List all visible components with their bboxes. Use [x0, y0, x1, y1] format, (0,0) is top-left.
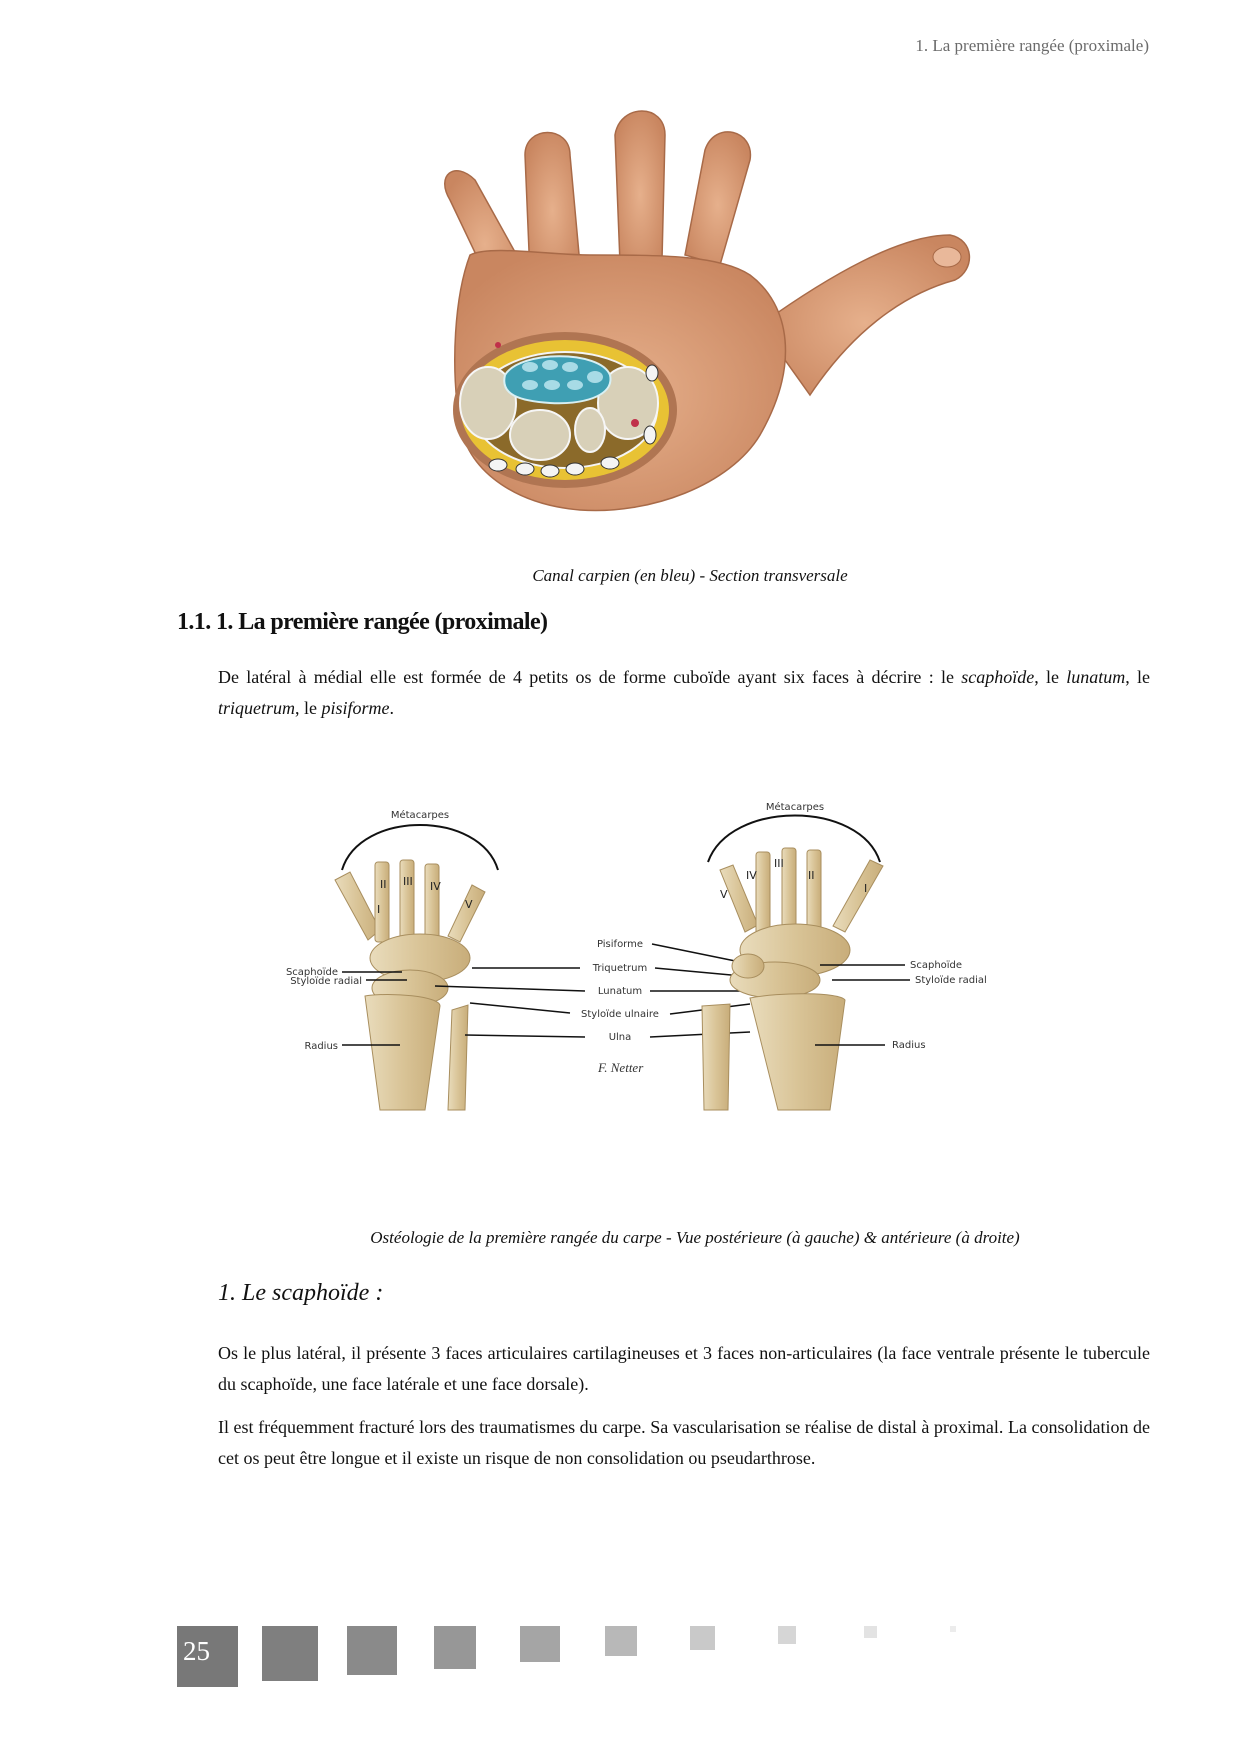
label-pisiforme: Pisiforme — [596, 939, 644, 950]
separator: , le — [1034, 667, 1067, 687]
intro-paragraph — [218, 662, 1150, 724]
label-ulna: Ulna — [608, 1032, 632, 1043]
metacarpal-label: III — [774, 857, 784, 870]
label-styloide-ulnaire: Styloïde ulnaire — [581, 1009, 659, 1020]
decorative-square — [262, 1626, 318, 1681]
decorative-square — [605, 1626, 637, 1656]
decorative-square — [434, 1626, 476, 1669]
running-header: 1. La première rangée (proximale) — [915, 36, 1149, 55]
metacarpal-label: V — [465, 898, 473, 911]
label-metacarpes-right: Métacarpes — [765, 802, 825, 813]
page-number-box: 25 — [177, 1626, 238, 1687]
label-styloide-radial-right: Styloïde radial — [915, 975, 987, 986]
metacarpal-label: IV — [430, 880, 441, 893]
label-lunatum: Lunatum — [597, 986, 643, 997]
label-radius-right: Radius — [892, 1040, 926, 1051]
decorative-square — [520, 1626, 560, 1662]
label-styloide-radial-left: Styloïde radial — [290, 976, 362, 987]
metacarpal-label: III — [403, 875, 413, 888]
label-scaphoide-left: Scaphoïde — [285, 967, 338, 978]
decorative-square — [690, 1626, 715, 1650]
metacarpal-label: I — [377, 903, 381, 916]
hand-cross-section-figure — [430, 105, 975, 535]
label-triquetrum: Triquetrum — [592, 963, 648, 974]
section-heading: 1.1. 1. La première rangée (proximale) — [177, 609, 548, 635]
carpal-bones-illustration — [280, 800, 1100, 1120]
metacarpal-label: V — [720, 888, 728, 901]
carpal-bones-figure — [280, 800, 1100, 1120]
intro-text: De latéral à médial elle est formée de 4 petits os de forme cuboïde ayant six faces à décrire : le — [218, 667, 962, 687]
hand-illustration — [430, 105, 975, 535]
paragraph-scaphoide-1: Os le plus latéral, il présente 3 faces articulaires cartilagineuses et 3 faces non-articulaires (la face ventrale présente le tubercule du scaphoïde, une face latérale et une face dorsale). — [218, 1343, 1150, 1394]
separator: , le — [1125, 667, 1150, 687]
label-metacarpes-left: Métacarpes — [390, 810, 450, 821]
bone-term-lunatum: lunatum — [1066, 667, 1126, 687]
period: . — [389, 698, 395, 718]
bone-term-scaphoide: scaphoïde — [961, 667, 1035, 687]
bone-term-pisiforme: pisiforme — [321, 698, 390, 718]
paragraph-scaphoide-2: Il est fréquemment fracturé lors des traumatismes du carpe. Sa vascularisation se réalise de distal à proximal. La consolidation de cet os peut être longue et il existe un risque de non consolidation ou pseudarthrose. — [218, 1417, 1150, 1468]
label-scaphoide-right: Scaphoïde — [910, 960, 963, 971]
decorative-square — [347, 1626, 397, 1675]
decorative-square — [778, 1626, 796, 1644]
figure-caption-bones: Ostéologie de la première rangée du carpe - Vue postérieure (à gauche) & antérieure (à droite) — [370, 1228, 1020, 1247]
figure-caption-hand: Canal carpien (en bleu) - Section transversale — [532, 566, 848, 585]
subsection-heading: 1. Le scaphoïde : — [218, 1280, 384, 1306]
metacarpal-label: I — [864, 882, 868, 895]
label-radius-left: Radius — [304, 1041, 338, 1052]
decorative-square — [950, 1626, 956, 1632]
separator: , le — [295, 698, 322, 718]
metacarpal-label: II — [380, 878, 387, 891]
bone-term-triquetrum: triquetrum — [218, 698, 296, 718]
metacarpal-label: IV — [746, 869, 757, 882]
artist-signature: F. Netter — [598, 1060, 644, 1075]
decorative-square — [864, 1626, 877, 1638]
metacarpal-label: II — [808, 869, 815, 882]
